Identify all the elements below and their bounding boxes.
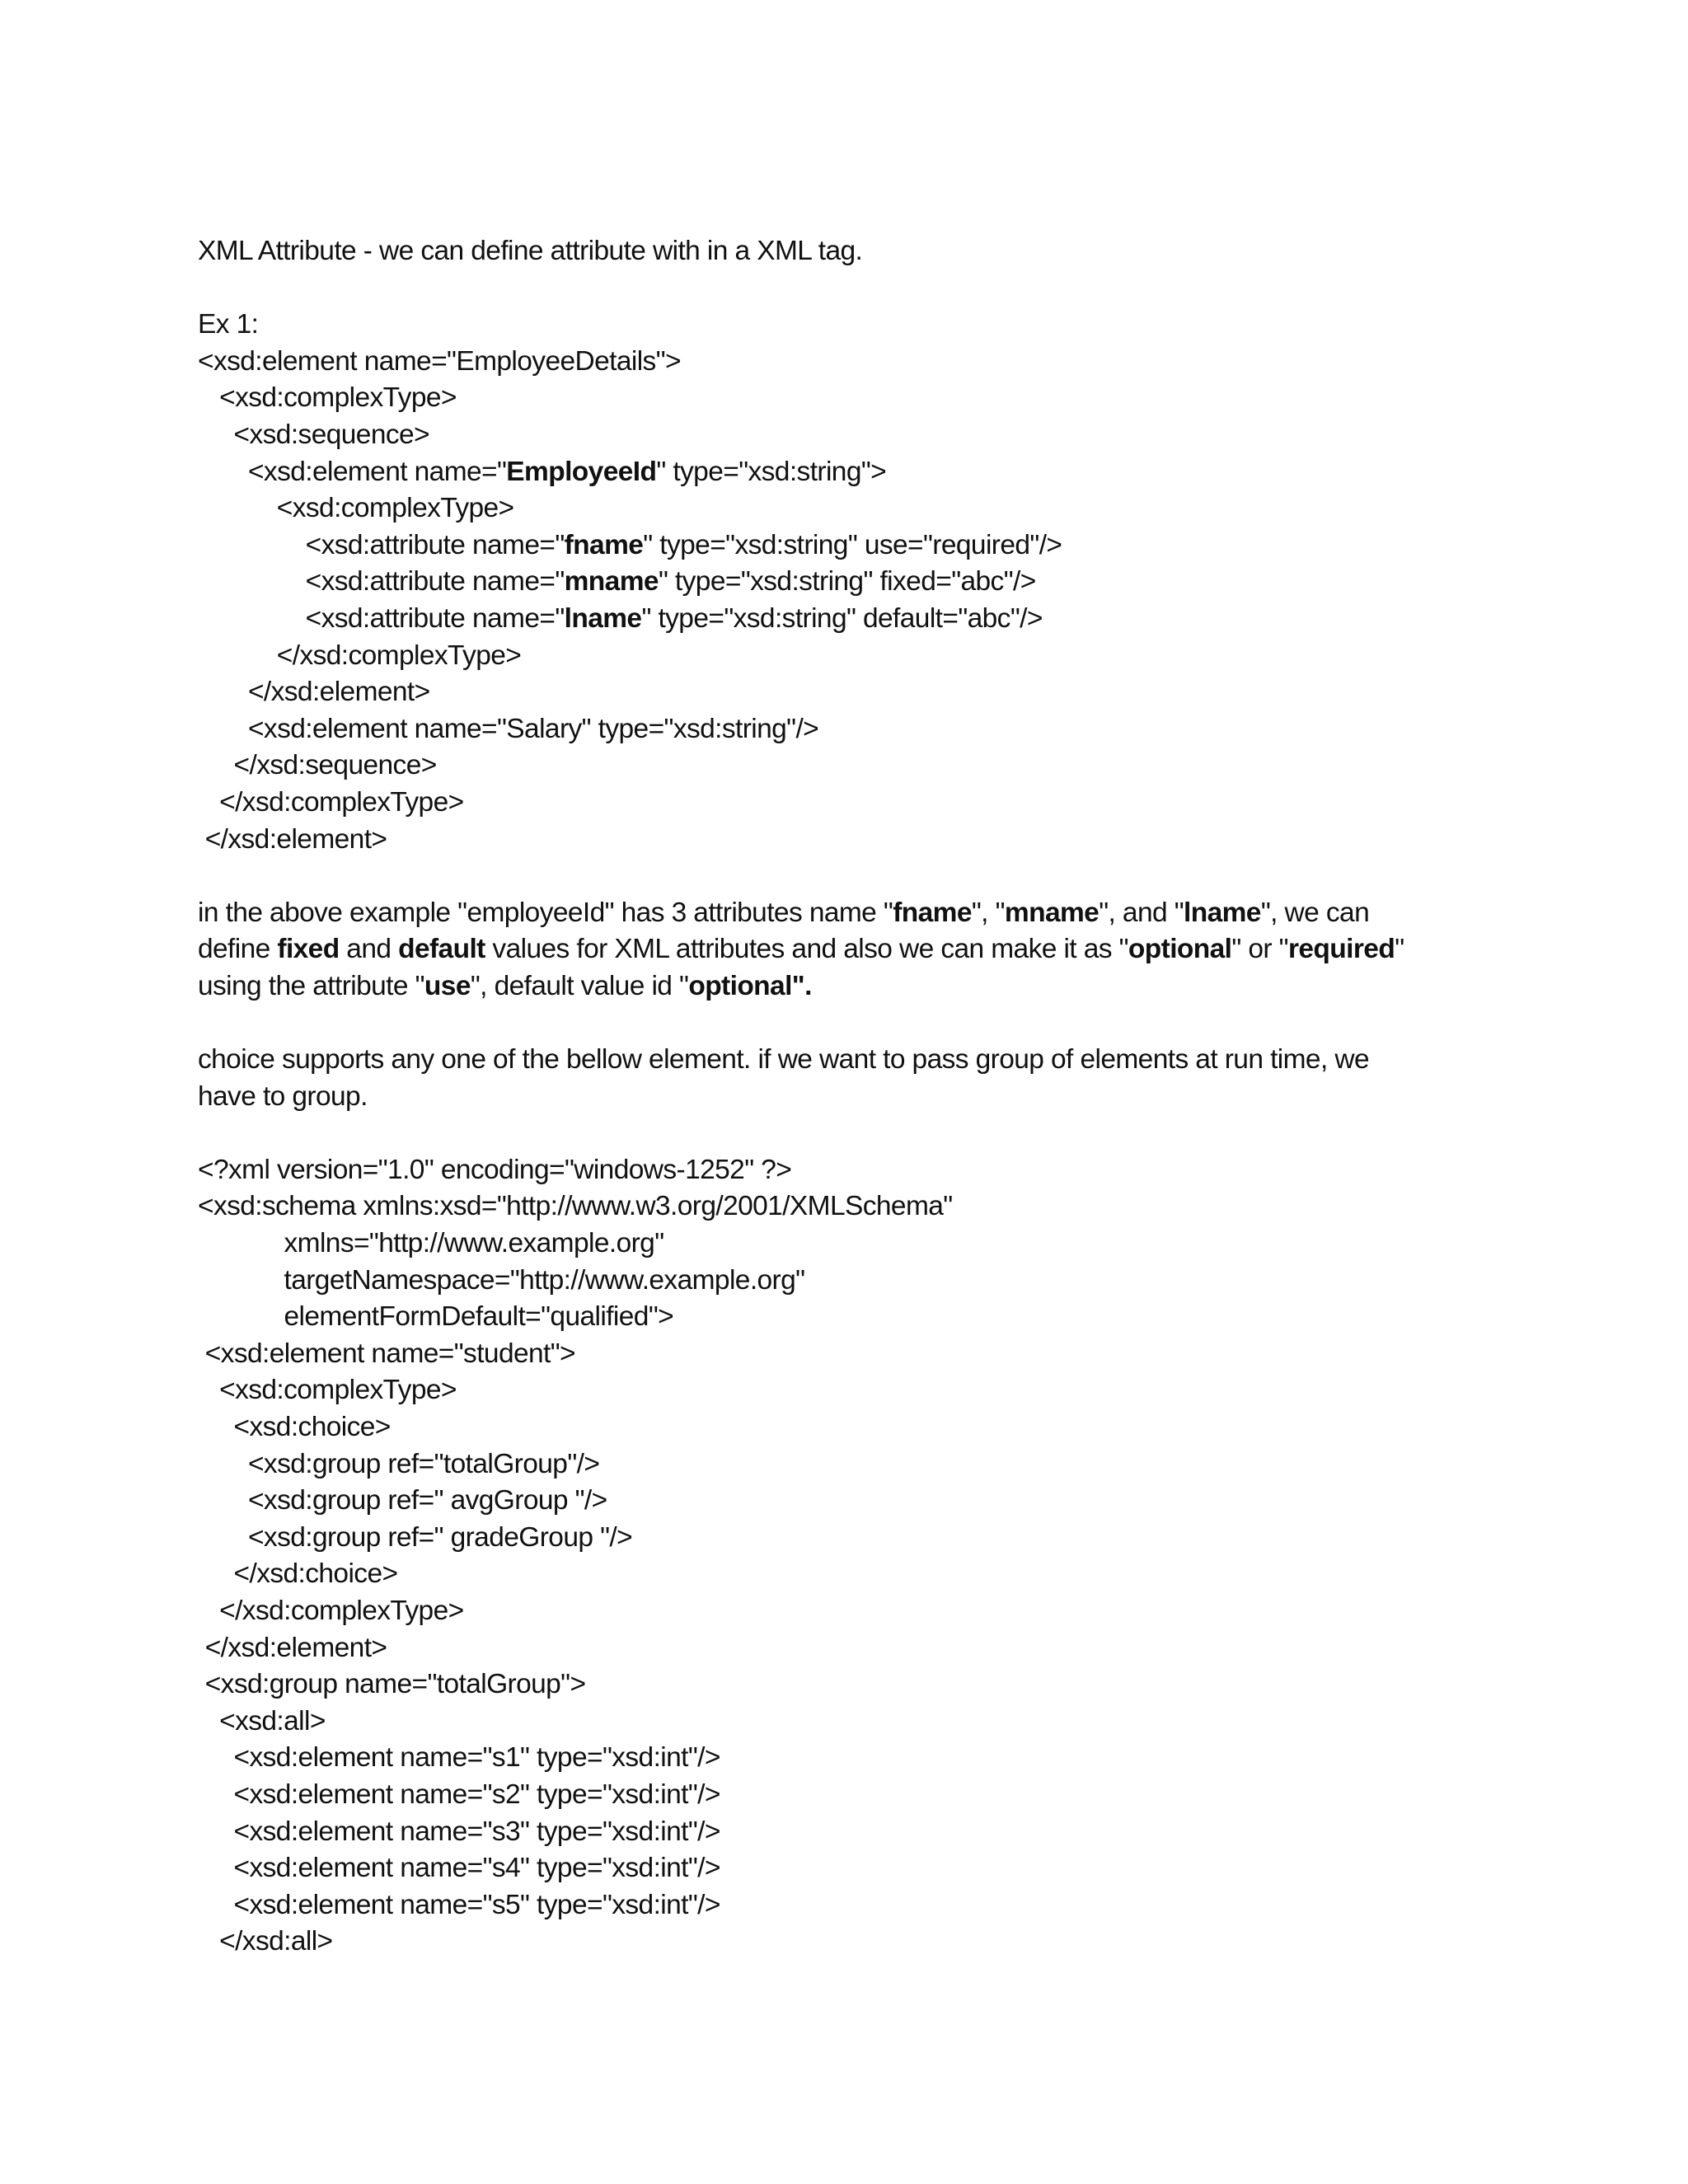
code-line: <?xml version="1.0" encoding="windows-1252" ?>	[198, 1154, 792, 1185]
code-line: <xsd:element name="s2" type="xsd:int"/>	[198, 1779, 720, 1810]
spacer	[198, 1005, 1500, 1042]
code-line: <xsd:group ref=" gradeGroup "/>	[198, 1521, 633, 1553]
code-line: </xsd:sequence>	[198, 750, 437, 781]
code-line: <xsd:complexType>	[198, 382, 457, 414]
code-line: </xsd:element>	[198, 1632, 387, 1663]
code-line: <xsd:all>	[198, 1705, 326, 1736]
spacer	[198, 1115, 1500, 1152]
example-2-code	[198, 1152, 1500, 1961]
code-line: <xsd:element name="s3" type="xsd:int"/>	[198, 1816, 720, 1847]
code-line: </xsd:choice>	[198, 1558, 398, 1590]
paragraph-line: define fixed and default values for XML attributes and also we can make it as "optional" or "required"	[198, 934, 1404, 965]
code-line: <xsd:element name="Salary" type="xsd:string"/>	[198, 713, 819, 744]
code-line: <xsd:choice>	[198, 1412, 391, 1442]
code-line: <xsd:element name="s1" type="xsd:int"/>	[198, 1742, 720, 1774]
code-line: <xsd:group name="totalGroup">	[198, 1669, 586, 1700]
code-line: targetNamespace="http://www.example.org"	[198, 1264, 805, 1296]
code-line: <xsd:attribute name="mname" type="xsd:string" fixed="abc"/>	[198, 566, 1036, 598]
paragraph-line: choice supports any one of the bellow element. if we want to pass group of elements at run time, we	[198, 1044, 1369, 1076]
code-line: <xsd:element name="s5" type="xsd:int"/>	[198, 1889, 720, 1920]
example-1-label: Ex 1:	[198, 309, 259, 340]
spacer	[198, 858, 1500, 895]
explanation-paragraph	[198, 895, 1500, 1005]
code-line: <xsd:complexType>	[198, 1375, 457, 1406]
code-line: <xsd:sequence>	[198, 419, 429, 450]
code-line: </xsd:element>	[198, 677, 430, 708]
code-line: <xsd:element name="EmployeeId" type="xsd:string">	[198, 456, 887, 487]
code-line: <xsd:attribute name="fname" type="xsd:string" use="required"/>	[198, 529, 1062, 560]
code-line: elementFormDefault="qualified">	[198, 1301, 674, 1333]
code-line: <xsd:schema xmlns:xsd="http://www.w3.org/2001/XMLSchema"	[198, 1191, 953, 1222]
code-line: </xsd:complexType>	[198, 786, 464, 818]
code-line: <xsd:element name="student">	[198, 1338, 575, 1369]
paragraph-line: have to group.	[198, 1080, 368, 1112]
paragraph-line: using the attribute "use", default value id "optional".	[198, 970, 812, 1001]
code-line: <xsd:group ref=" avgGroup "/>	[198, 1485, 607, 1516]
code-line: <xsd:group ref="totalGroup"/>	[198, 1448, 600, 1479]
choice-note-paragraph	[198, 1042, 1500, 1115]
example-1-code	[198, 344, 1500, 858]
spacer	[198, 270, 1500, 307]
code-line: </xsd:element>	[198, 823, 387, 855]
code-line: <xsd:element name="EmployeeDetails">	[198, 345, 681, 377]
code-line: <xsd:element name="s4" type="xsd:int"/>	[198, 1853, 720, 1884]
code-line: </xsd:complexType>	[198, 1595, 464, 1626]
code-line: </xsd:complexType>	[198, 640, 522, 671]
paragraph-line: in the above example "employeeId" has 3 attributes name "fname", "mname", and "lname", we can	[198, 897, 1370, 928]
code-line: xmlns="http://www.example.org"	[198, 1228, 664, 1259]
code-line: <xsd:attribute name="lname" type="xsd:string" default="abc"/>	[198, 602, 1043, 634]
document-body	[198, 233, 1500, 1961]
code-line: </xsd:all>	[198, 1926, 333, 1957]
intro-text: XML Attribute - we can define attribute with in a XML tag.	[198, 236, 863, 266]
code-line: <xsd:complexType>	[198, 493, 514, 524]
